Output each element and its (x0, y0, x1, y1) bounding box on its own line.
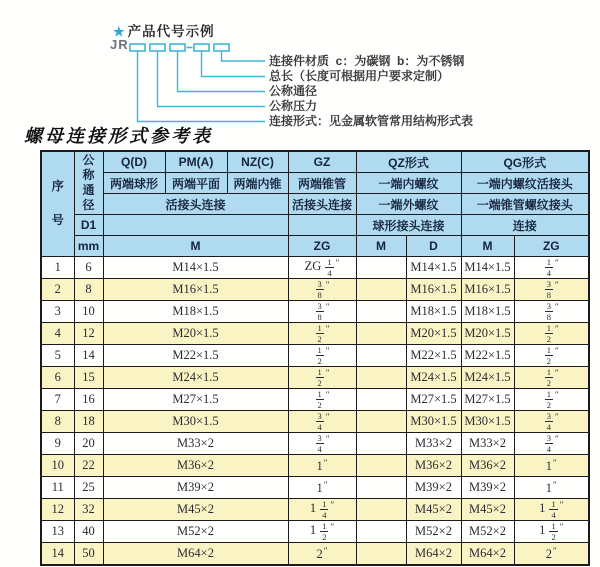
diagram-title-text: 产品代号示例 (127, 24, 215, 39)
table-row (41, 389, 589, 411)
header-desc-pma: 两端平面 (165, 173, 227, 194)
cell-qz-d: M20×1.5 (406, 323, 461, 345)
cell-qz-m (356, 279, 406, 301)
cell-qg-zg: $\frac{1}{4}$ ″ (514, 257, 589, 279)
cell-seq: 8 (41, 411, 74, 433)
cell-qg-zg: 1″ (514, 477, 589, 499)
header-desc-qd: 两端球形 (103, 173, 165, 194)
cell-qz-m (356, 389, 406, 411)
cell-qg-m: M27×1.5 (461, 389, 514, 411)
cell-qz-m (356, 345, 406, 367)
cell-gz-zg: $\frac{1}{2}$ ″ (288, 323, 356, 345)
cell-qz-m (356, 257, 406, 279)
header-d1: D1 (74, 215, 103, 236)
cell-qg-zg: $\frac{3}{4}$ ″ (514, 433, 589, 455)
cell-qg-m: M36×2 (461, 455, 514, 477)
cell-m-thread: M20×1.5 (103, 323, 288, 345)
header-conn-gz: 活接头连接 (288, 194, 356, 215)
cell-gz-zg: 1″ (288, 455, 356, 477)
cell-seq: 9 (41, 433, 74, 455)
cell-seq: 12 (41, 499, 74, 521)
cell-gz-zg: 1″ (288, 477, 356, 499)
table-row (41, 543, 589, 566)
connector-line-length (202, 51, 266, 77)
cell-qz-d: M14×1.5 (406, 257, 461, 279)
header-form-qg: QG形式 (461, 151, 589, 173)
cell-qg-zg: 1″ (514, 455, 589, 477)
cell-m-thread: M36×2 (103, 455, 288, 477)
code-box-2 (150, 44, 165, 51)
code-box-1 (130, 44, 145, 51)
code-box-4 (194, 44, 209, 51)
cell-dn-mm: 6 (74, 257, 103, 279)
star-icon: ★ (113, 24, 126, 39)
connector-line-material (222, 51, 266, 61)
cell-m-thread: M14×1.5 (103, 257, 288, 279)
cell-seq: 2 (41, 279, 74, 301)
cell-dn-mm: 14 (74, 345, 103, 367)
cell-qz-m (356, 433, 406, 455)
table-row (41, 433, 589, 455)
header-col-qz-m: M (356, 236, 406, 257)
table-row (41, 521, 589, 543)
header-mm-unit: mm (74, 236, 103, 257)
cell-qz-m (356, 301, 406, 323)
header-col-m: M (103, 236, 288, 257)
cell-qg-zg: 1 $\frac{1}{4}$ ″ (514, 499, 589, 521)
table-row (41, 499, 589, 521)
table-row (41, 367, 589, 389)
cell-seq: 6 (41, 367, 74, 389)
cell-seq: 4 (41, 323, 74, 345)
header-conn2-qg: 连接 (461, 215, 589, 236)
table-body (41, 257, 589, 566)
cell-dn-mm: 20 (74, 433, 103, 455)
cell-qg-zg: 1 $\frac{1}{2}$ ″ (514, 521, 589, 543)
cell-dn-mm: 10 (74, 301, 103, 323)
header-desc-qz: 一端内螺纹 (356, 173, 461, 194)
table-row (41, 345, 589, 367)
table-header (41, 151, 589, 257)
header-conn2-qz: 球形接头连接 (356, 215, 461, 236)
cell-qg-zg: $\frac{3}{8}$ ″ (514, 301, 589, 323)
cell-qg-m: M20×1.5 (461, 323, 514, 345)
cell-qg-m: M39×2 (461, 477, 514, 499)
cell-gz-zg: 2″ (288, 543, 356, 566)
header-col-zg: ZG (288, 236, 356, 257)
header-col-qz-d: D (406, 236, 461, 257)
cell-qg-m: M14×1.5 (461, 257, 514, 279)
cell-qz-m (356, 367, 406, 389)
cell-dn-mm: 25 (74, 477, 103, 499)
cell-qz-m (356, 411, 406, 433)
cell-m-thread: M33×2 (103, 433, 288, 455)
cell-qg-zg: $\frac{1}{2}$ ″ (514, 323, 589, 345)
code-box-5 (214, 44, 229, 51)
cell-qg-zg: $\frac{3}{8}$ ″ (514, 279, 589, 301)
header-col-qg-zg: ZG (514, 236, 589, 257)
table-title: 螺母连接形式参考表 (24, 126, 213, 147)
cell-m-thread: M22×1.5 (103, 345, 288, 367)
cell-qz-m (356, 477, 406, 499)
code-label-connection-form: 连接形式：见金属软管常用结构形式表 (269, 114, 474, 128)
header-col-qg-m: M (461, 236, 514, 257)
table-row (41, 257, 589, 279)
header-desc-gz: 两端锥管 (288, 173, 356, 194)
table-row (41, 301, 589, 323)
table-row (41, 477, 589, 499)
cell-gz-zg: $\frac{3}{4}$ ″ (288, 411, 356, 433)
cell-qg-m: M16×1.5 (461, 279, 514, 301)
cell-qg-m: M64×2 (461, 543, 514, 566)
cell-gz-zg: $\frac{1}{2}$ ″ (288, 389, 356, 411)
cell-qg-m: M22×1.5 (461, 345, 514, 367)
cell-seq: 14 (41, 543, 74, 566)
cell-dn-mm: 40 (74, 521, 103, 543)
header-conn-qz: 一端外螺纹 (356, 194, 461, 215)
header-blank-gz (288, 215, 356, 236)
header-nominal-diameter (74, 151, 103, 215)
product-code-prefix: JR (110, 37, 129, 52)
cell-qg-m: M30×1.5 (461, 411, 514, 433)
header-row-units (41, 236, 589, 257)
cell-dn-mm: 22 (74, 455, 103, 477)
cell-dn-mm: 16 (74, 389, 103, 411)
header-conn-union: 活接头连接 (103, 194, 288, 215)
cell-qg-m: M45×2 (461, 499, 514, 521)
cell-seq: 10 (41, 455, 74, 477)
header-seq (41, 151, 74, 257)
cell-qg-zg: $\frac{1}{2}$ ″ (514, 367, 589, 389)
cell-m-thread: M30×1.5 (103, 411, 288, 433)
table-row (41, 279, 589, 301)
cell-qg-zg: $\frac{3}{4}$ ″ (514, 411, 589, 433)
cell-dn-mm: 18 (74, 411, 103, 433)
header-conn-qg: 一端锥管螺纹接头 (461, 194, 589, 215)
cell-seq: 13 (41, 521, 74, 543)
cell-m-thread: M52×2 (103, 521, 288, 543)
cell-dn-mm: 32 (74, 499, 103, 521)
header-row-d1 (41, 215, 589, 236)
cell-dn-mm: 8 (74, 279, 103, 301)
header-row-connections (41, 194, 589, 215)
code-label-diameter: 公称通径 (269, 84, 318, 98)
table-row (41, 455, 589, 477)
cell-qz-d: M33×2 (406, 433, 461, 455)
cell-m-thread: M45×2 (103, 499, 288, 521)
cell-qz-d: M64×2 (406, 543, 461, 566)
cell-gz-zg: $\frac{3}{8}$ ″ (288, 301, 356, 323)
header-desc-nzc: 两端内锥 (227, 173, 288, 194)
cell-m-thread: M16×1.5 (103, 279, 288, 301)
cell-qz-d: M18×1.5 (406, 301, 461, 323)
cell-qz-m (356, 543, 406, 566)
header-desc-qg: 一端内螺纹活接头 (461, 173, 589, 194)
cell-m-thread: M18×1.5 (103, 301, 288, 323)
header-row-forms (41, 151, 589, 173)
cell-gz-zg: $\frac{1}{2}$ ″ (288, 345, 356, 367)
header-nominal-diameter-label: 公称通径 (82, 153, 95, 212)
cell-qg-zg: 2″ (514, 543, 589, 566)
cell-seq: 7 (41, 389, 74, 411)
table-row (41, 411, 589, 433)
cell-dn-mm: 50 (74, 543, 103, 566)
cell-qg-m: M52×2 (461, 521, 514, 543)
cell-qz-d: M22×1.5 (406, 345, 461, 367)
cell-qg-zg: $\frac{1}{2}$ ″ (514, 345, 589, 367)
header-form-gz: GZ (288, 151, 356, 173)
cell-seq: 3 (41, 301, 74, 323)
cell-qz-d: M36×2 (406, 455, 461, 477)
connector-line-pressure (158, 51, 266, 107)
cell-gz-zg: ZG $\frac{1}{4}$ ″ (288, 257, 356, 279)
code-label-material: 连接件材质 c：为碳钢 b：为不锈钢 (269, 54, 465, 68)
cell-m-thread: M24×1.5 (103, 367, 288, 389)
cell-gz-zg: 1 $\frac{1}{2}$ ″ (288, 521, 356, 543)
code-box-3 (170, 44, 185, 51)
cell-qz-d: M16×1.5 (406, 279, 461, 301)
cell-qz-d: M52×2 (406, 521, 461, 543)
cell-qg-zg: $\frac{1}{2}$ ″ (514, 389, 589, 411)
header-form-nzc: NZ(C) (227, 151, 288, 173)
nut-connection-reference-table (40, 150, 590, 566)
table-row (41, 323, 589, 345)
header-row-descriptions (41, 173, 589, 194)
cell-gz-zg: $\frac{3}{8}$ ″ (288, 279, 356, 301)
cell-m-thread: M64×2 (103, 543, 288, 566)
cell-qz-d: M45×2 (406, 499, 461, 521)
cell-m-thread: M27×1.5 (103, 389, 288, 411)
cell-m-thread: M39×2 (103, 477, 288, 499)
cell-qz-d: M39×2 (406, 477, 461, 499)
header-blank-m (103, 215, 288, 236)
cell-qz-d: M27×1.5 (406, 389, 461, 411)
cell-gz-zg: 1 $\frac{1}{4}$ ″ (288, 499, 356, 521)
cell-gz-zg: $\frac{3}{4}$ ″ (288, 433, 356, 455)
cell-seq: 5 (41, 345, 74, 367)
cell-qg-m: M18×1.5 (461, 301, 514, 323)
cell-gz-zg: $\frac{1}{2}$ ″ (288, 367, 356, 389)
code-label-length: 总长（长度可根据用户要求定制） (269, 69, 450, 83)
cell-qz-m (356, 521, 406, 543)
cell-dn-mm: 12 (74, 323, 103, 345)
cell-qz-m (356, 323, 406, 345)
cell-qg-m: M33×2 (461, 433, 514, 455)
cell-qz-d: M24×1.5 (406, 367, 461, 389)
header-form-pma: PM(A) (165, 151, 227, 173)
cell-qg-m: M24×1.5 (461, 367, 514, 389)
cell-qz-m (356, 455, 406, 477)
header-seq-label: 序号 (51, 179, 64, 227)
header-form-qz: QZ形式 (356, 151, 461, 173)
code-label-pressure: 公称压力 (269, 99, 318, 113)
cell-qz-d: M30×1.5 (406, 411, 461, 433)
header-form-qd: Q(D) (103, 151, 165, 173)
cell-qz-m (356, 499, 406, 521)
cell-seq: 11 (41, 477, 74, 499)
cell-dn-mm: 15 (74, 367, 103, 389)
cell-seq: 1 (41, 257, 74, 279)
